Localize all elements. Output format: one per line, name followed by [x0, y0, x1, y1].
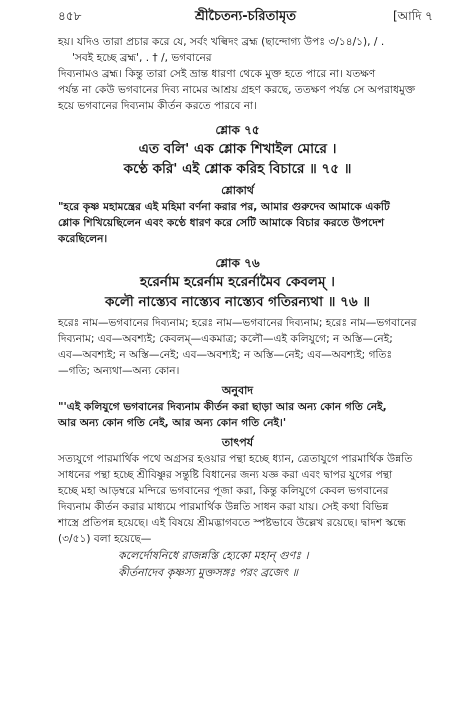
text-line: শাস্ত্রে প্রতিপন্ন হয়েছে। এই বিষয়ে শ্রীমদ্ভাগবতে স্পষ্টভাবে উল্লেখ রয়েছে। দ্বাদশ স্কন্ধে: [58, 517, 406, 529]
tatparya-label: তাৎপর্য: [221, 436, 254, 449]
sloka-75-heading: শ্লোক ৭৫: [215, 123, 260, 137]
text-line: করেছিলেন।: [58, 233, 108, 245]
text-line: দিব্যনাম; এব—অবশ্যই; কেবলম্—একমাত্র; কলৌ—এই কলিযুগে; ন অস্তি—নেই;: [58, 333, 393, 345]
text-line: (৩/৫১) বলা হয়েছে—: [58, 533, 152, 545]
anubad-label: অনুবাদ: [221, 384, 254, 397]
text-line: আর অন্য কোন গতি নেই, আর অন্য কোন গতি নেই।': [58, 417, 287, 429]
text-line: "হরে কৃষ্ণ মহামন্ত্রের এই মহিমা বর্ণনা করার পর, আমার গুরুদেব আমাকে একটি: [58, 201, 390, 213]
page-number: ৪৫৮: [58, 9, 82, 23]
intro-paragraph: [58, 34, 417, 114]
translation-label: শ্লোকার্থ: [221, 184, 254, 197]
sloka-76-line: কলৌ নাস্ত্যেব নাস্ত্যেব নাস্ত্যেব গতিরন্যথা ॥ ৭৬ ॥: [104, 294, 370, 310]
tatparya-block: [58, 451, 417, 547]
sloka-75-translation: [58, 199, 417, 247]
text-line: সাধনের পন্থা হচ্ছে শ্রীবিষ্ণুর সন্তুষ্টি বিধানের জন্য যজ্ঞ করা এবং দ্বাপর যুগের পন্থা: [58, 469, 393, 481]
sloka-76-heading: শ্লোক ৭৬: [215, 256, 260, 270]
text-line: সত্যযুগে পারমার্থিক পথে অগ্রসর হওয়ার পন্থা হচ্ছে ধ্যান, ত্রেতাযুগে পারমার্থিক উন্নতি: [58, 453, 413, 465]
chapter-label: [আদি ৭: [392, 9, 433, 23]
text-line: হয়। যদিও তারা প্রচার করে যে, সর্বং খল্বিদং ব্রহ্ম (ছান্দোগ্য উপঃ ৩/১৪/১), / .: [58, 36, 385, 48]
text-line: "'এই কলিযুগে ভগবানের দিব্যনাম কীর্তন করা ছাড়া আর অন্য কোন গতি নেই,: [58, 401, 387, 413]
sloka-75-line: কণ্ঠে করি' এই শ্লোক করিহ বিচারে ॥ ৭৫ ॥: [123, 161, 352, 177]
quoted-verse-line: কলের্দোষনিধে রাজন্নস্তি হ্যেকো মহান্ গুণঃ ।: [118, 549, 309, 562]
text-line: দিব্যনাম কীর্তন করার মাধ্যমে পারমার্থিক উন্নতি সাধন করা যায়। সেই কথা বিভিন্ন: [58, 501, 389, 513]
page-header: [58, 6, 433, 26]
text-line: —গতি; অন্যথা—অন্য কোন।: [58, 365, 180, 377]
text-line: 'সবই হচ্ছে ব্রহ্ম', . † /, ভগবানের: [72, 52, 212, 64]
synonyms-block: [58, 315, 417, 379]
text-line: হচ্ছে মহা আড়ম্বরে মন্দিরে ভগবানের পূজা করা, কিন্তু কলিযুগে কেবল ভগবানের: [58, 485, 389, 497]
text-line: হরেঃ নাম—ভগবানের দিব্যনাম; হরেঃ নাম—ভগবানের দিব্যনাম; হরেঃ নাম—ভগবানের: [58, 317, 417, 329]
page-content: [58, 34, 417, 581]
sloka-76-line: হরের্নাম হরের্নাম হরের্নামৈব কেবলম্ ।: [139, 274, 336, 290]
book-title: শ্রীচৈতন্য-চরিতামৃত: [194, 9, 297, 24]
text-line: হয়ে ভগবানের দিব্যনাম কীর্তন করতে পারবে না।: [58, 100, 257, 112]
text-line: দিব্যনামও ব্রহ্ম। কিন্তু তারা সেই ভ্রান্ত ধারণা থেকে মুক্ত হতে পারে না। যতক্ষণ: [58, 68, 376, 80]
quoted-verse-line: কীর্তনাদেব কৃষ্ণস্য মুক্তসঙ্গঃ পরং ব্রজেৎ ॥: [118, 566, 299, 579]
text-line: এব—অবশ্যই; ন অস্তি—নেই; এব—অবশ্যই; ন অস্তি—নেই; এব—অবশ্যই; গতিঃ: [58, 349, 393, 361]
text-line: পর্যন্ত না কেউ ভগবানের দিব্য নামের আশ্রয় গ্রহণ করছে, ততক্ষণ পর্যন্ত সে অপরাধমুক্ত: [58, 84, 416, 96]
text-line: শ্লোক শিখিয়েছিলেন এবং কণ্ঠে ধারণ করে সেটি আমাকে বিচার করতে উপদেশ: [58, 217, 385, 229]
anubad-block: [58, 399, 417, 431]
sloka-75-line: এত বলি' এক শ্লোক শিখাইল মোরে ।: [138, 141, 337, 157]
